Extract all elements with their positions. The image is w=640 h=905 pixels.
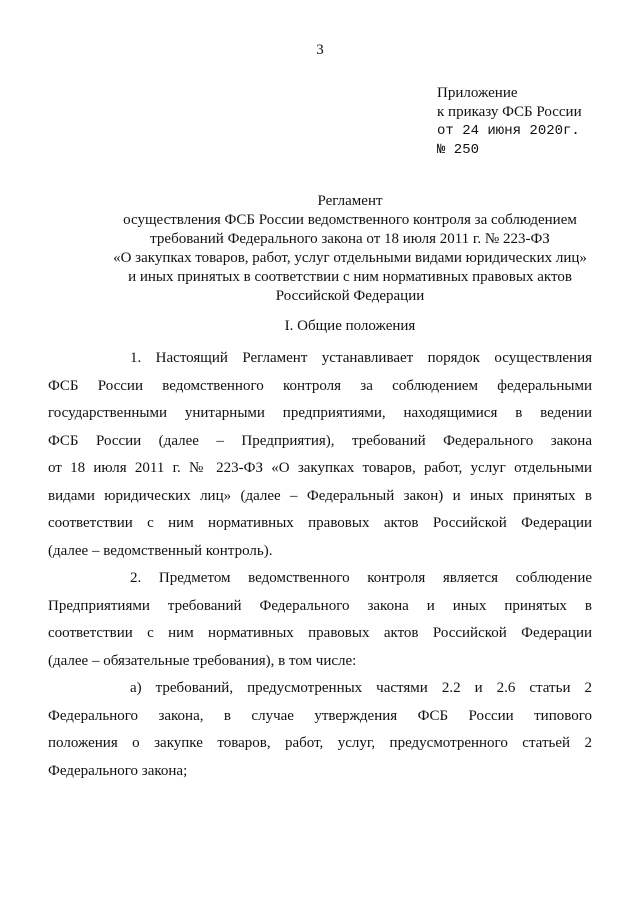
text-line: Федерального закона; (48, 762, 188, 779)
text-line: соответствии с ним нормативных правовых актов Российской Федерации (48, 515, 592, 531)
text-line: ФСБ России (далее – Предприятия), требований Федерального закона (48, 432, 592, 449)
text-line: положения о закупке товаров, работ, услуг, предусмотренного статьей 2 (48, 735, 592, 751)
text-line: (далее – ведомственный контроль). (48, 542, 273, 559)
title-line: осуществления ФСБ России ведомственного контроля за соблюдением (123, 212, 577, 228)
text-line: 1. Настоящий Регламент устанавливает порядок осуществления (130, 350, 592, 366)
title-line: требований Федерального закона от 18 июля 2011 г. № 223-ФЗ (150, 231, 550, 247)
appendix-number: № 250 (437, 142, 480, 158)
appendix-date: от 24 июня 2020г. (437, 123, 580, 139)
appendix-header (437, 84, 582, 160)
text-line: соответствии с ним нормативных правовых актов Российской Федерации (48, 625, 592, 641)
title-line: и иных принятых в соответствии с ним нормативных правовых актов (128, 269, 572, 285)
appendix-order-reference: к приказу ФСБ России (437, 104, 582, 120)
paragraph-2 (48, 565, 592, 675)
title-line: Регламент (317, 193, 383, 209)
paragraph-1 (48, 345, 592, 565)
page-number: 3 (316, 42, 324, 58)
text-line: (далее – обязательные требования), в том числе: (48, 652, 357, 669)
section-heading: I. Общие положения (284, 318, 416, 334)
paragraph-3 (48, 675, 592, 785)
text-line: Федерального закона, в случае утверждения ФСБ России типового (48, 707, 592, 724)
document-title (60, 192, 640, 306)
text-line: от 18 июля 2011 г. № 223-ФЗ «О закупках товаров, работ, услуг отдельными (48, 460, 592, 476)
document-body (48, 345, 592, 785)
text-line: а) требований, предусмотренных частями 2.2 и 2.6 статьи 2 (130, 680, 592, 696)
text-line: Предприятиями требований Федерального закона и иных принятых в (48, 597, 592, 614)
text-line: 2. Предметом ведомственного контроля является соблюдение (130, 570, 592, 586)
text-line: ФСБ России ведомственного контроля за соблюдением федеральными (48, 377, 592, 394)
text-line: государственными унитарными предприятиями, находящимися в ведении (48, 405, 592, 421)
title-line: Российской Федерации (275, 288, 425, 304)
title-line: «О закупках товаров, работ, услуг отдельными видами юридических лиц» (113, 250, 587, 266)
text-line: видами юридических лиц» (далее – Федеральный закон) и иных принятых в (48, 487, 592, 504)
appendix-label: Приложение (437, 85, 518, 101)
